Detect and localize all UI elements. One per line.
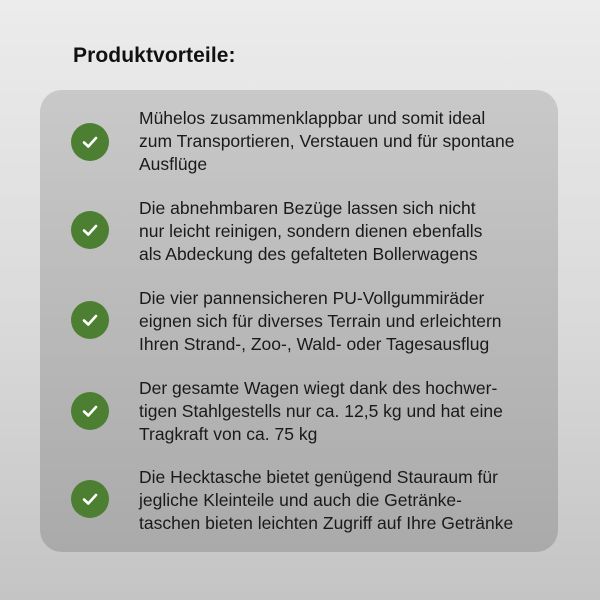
page-title: Produktvorteile: xyxy=(73,44,236,67)
benefit-line: als Abdeckung des gefalteten Bollerwagens xyxy=(139,244,478,264)
benefit-line: nur leicht reinigen, sondern dienen ebenfalls xyxy=(139,221,483,241)
benefit-line: Die Hecktasche bietet genügend Stauraum für xyxy=(139,467,498,487)
benefits-panel xyxy=(40,90,558,552)
benefit-line: jegliche Kleinteile und auch die Getränke- xyxy=(139,490,462,510)
benefit-line: Ihren Strand-, Zoo-, Wald- oder Tagesausflug xyxy=(139,334,490,354)
benefit-text xyxy=(139,466,549,535)
check-icon xyxy=(71,211,109,249)
check-icon xyxy=(71,123,109,161)
benefit-line: Mühelos zusammenklappbar und somit ideal xyxy=(139,108,486,128)
benefit-line: taschen bieten leichten Zugriff auf Ihre Getränke xyxy=(139,513,514,533)
benefit-line: Der gesamte Wagen wiegt dank des hochwer- xyxy=(139,378,498,398)
benefit-text xyxy=(139,377,549,446)
check-icon xyxy=(71,392,109,430)
check-icon xyxy=(71,301,109,339)
benefit-line: Tragkraft von ca. 75 kg xyxy=(139,424,318,444)
benefit-line: Die vier pannensicheren PU-Vollgummiräder xyxy=(139,288,485,308)
check-icon xyxy=(71,480,109,518)
benefit-line: eignen sich für diverses Terrain und erleichtern xyxy=(139,311,502,331)
benefit-line: Die abnehmbaren Bezüge lassen sich nicht xyxy=(139,198,476,218)
benefit-line: tigen Stahlgestells nur ca. 12,5 kg und hat eine xyxy=(139,401,503,421)
benefit-text xyxy=(139,287,549,356)
benefit-text xyxy=(139,107,549,176)
benefit-line: zum Transportieren, Verstauen und für spontane xyxy=(139,131,515,151)
benefit-text xyxy=(139,197,549,266)
benefit-line: Ausflüge xyxy=(139,154,208,174)
